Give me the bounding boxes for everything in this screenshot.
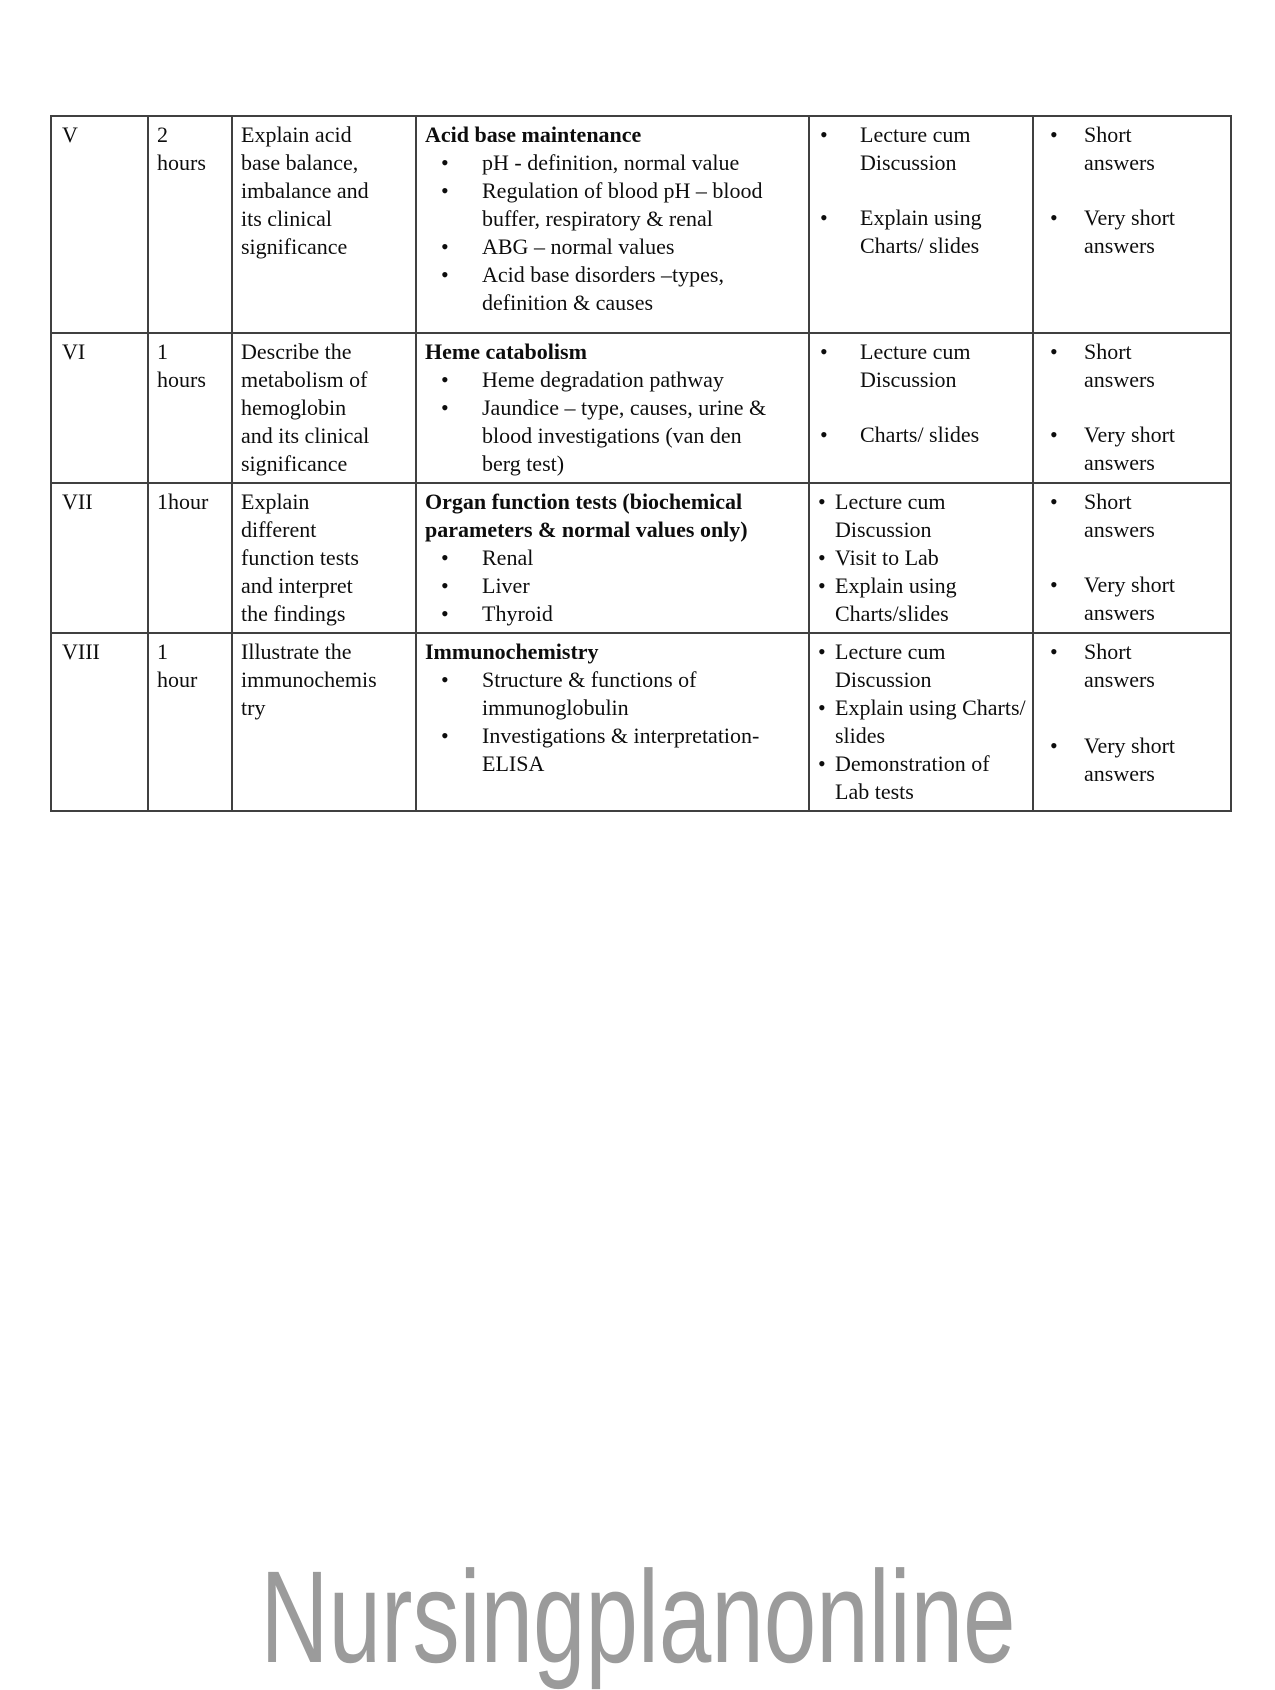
content-bullet-text: Liver	[482, 573, 530, 598]
content-bullet	[425, 394, 780, 478]
content-bullet	[425, 722, 780, 778]
content-bullet-text: Regulation of blood pH – blood buffer, respiratory & renal	[482, 178, 763, 231]
content-bullet-text: ABG – normal values	[482, 234, 675, 259]
teaching-bullet-text: Lecture cum Discussion	[835, 489, 946, 542]
assessment-cell	[1033, 483, 1231, 633]
assessment-cell	[1033, 633, 1231, 811]
assessment-bullet-text: Very short answers	[1084, 733, 1176, 786]
content-bullet	[425, 233, 780, 261]
table-row-unit-vii	[51, 483, 1231, 633]
teaching-bullet-text: Explain using Charts/ slides	[860, 205, 982, 258]
content-bullet	[425, 666, 780, 722]
assessment-bullet	[1042, 421, 1197, 477]
assessment-bullet-text: Short answers	[1084, 122, 1155, 175]
table-row-unit-v	[51, 116, 1231, 333]
objective-cell	[232, 333, 416, 483]
content-bullet	[425, 544, 780, 572]
content-cell	[416, 633, 809, 811]
hours-label: 1 hour	[157, 639, 198, 692]
content-bullet-text: pH - definition, normal value	[482, 150, 740, 175]
teaching-bullet	[818, 338, 1026, 394]
hours-label: 2 hours	[157, 122, 206, 175]
assessment-bullet-text: Very short answers	[1084, 572, 1176, 625]
content-bullet	[425, 149, 780, 177]
hours-cell	[148, 483, 232, 633]
assessment-cell	[1033, 333, 1231, 483]
unit-label: VII	[62, 489, 93, 514]
unit-label: VI	[62, 339, 86, 364]
teaching-cell	[809, 333, 1033, 483]
assessment-bullet-text: Short answers	[1084, 489, 1155, 542]
content-bullet-text: Heme degradation pathway	[482, 367, 724, 392]
teaching-cell	[809, 483, 1033, 633]
content-title: Acid base maintenance	[425, 122, 642, 147]
content-bullet	[425, 261, 780, 317]
content-cell	[416, 116, 809, 333]
teaching-bullet-text: Demonstration of Lab tests	[835, 751, 990, 804]
content-bullet	[425, 600, 780, 628]
assessment-bullet-text: Very short answers	[1084, 422, 1176, 475]
content-cell	[416, 483, 809, 633]
teaching-bullet	[818, 488, 1026, 544]
teaching-bullet-text: Lecture cum Discussion	[835, 639, 946, 692]
teaching-bullet	[818, 421, 1026, 449]
teaching-bullet	[818, 572, 1026, 628]
content-bullet	[425, 177, 780, 233]
table-row-unit-vi	[51, 333, 1231, 483]
teaching-bullet	[818, 694, 1026, 750]
unit-cell	[51, 116, 148, 333]
objective-text: Describe the metabolism of hemoglobin and its clinical significance	[241, 339, 370, 476]
assessment-bullet	[1042, 732, 1197, 788]
hours-cell	[148, 633, 232, 811]
content-bullet-text: Thyroid	[482, 601, 553, 626]
hours-cell	[148, 333, 232, 483]
hours-label: 1 hours	[157, 339, 206, 392]
unit-cell	[51, 483, 148, 633]
content-title: Organ function tests (biochemical parameters & normal values only)	[425, 489, 748, 542]
unit-label: VIII	[62, 639, 100, 664]
teaching-bullet	[818, 204, 1026, 260]
content-bullet-text: Investigations & interpretation- ELISA	[482, 723, 760, 776]
hours-label: 1hour	[157, 489, 209, 514]
content-bullet	[425, 572, 780, 600]
content-bullet-text: Acid base disorders –types, definition & causes	[482, 262, 724, 315]
objective-text: Explain acid base balance, imbalance and its clinical significance	[241, 122, 369, 259]
assessment-bullet	[1042, 571, 1197, 627]
assessment-bullet	[1042, 338, 1197, 394]
table-row-unit-viii	[51, 633, 1231, 811]
teaching-bullet	[818, 750, 1026, 806]
assessment-bullet	[1042, 204, 1197, 260]
teaching-bullet-text: Charts/ slides	[860, 422, 980, 447]
teaching-bullet	[818, 638, 1026, 694]
unit-cell	[51, 633, 148, 811]
assessment-bullet-text: Short answers	[1084, 339, 1155, 392]
teaching-cell	[809, 633, 1033, 811]
teaching-bullet	[818, 544, 1026, 572]
content-bullet-text: Renal	[482, 545, 534, 570]
objective-text: Explain different function tests and interpret the findings	[241, 489, 359, 626]
objective-cell	[232, 633, 416, 811]
content-bullet-text: Structure & functions of immunoglobulin	[482, 667, 697, 720]
assessment-bullet	[1042, 638, 1197, 694]
objective-cell	[232, 483, 416, 633]
teaching-bullet-text: Lecture cum Discussion	[860, 339, 971, 392]
assessment-bullet	[1042, 488, 1197, 544]
assessment-bullet-text: Short answers	[1084, 639, 1155, 692]
objective-cell	[232, 116, 416, 333]
teaching-bullet-text: Visit to Lab	[835, 545, 939, 570]
hours-cell	[148, 116, 232, 333]
assessment-bullet	[1042, 121, 1197, 177]
teaching-cell	[809, 116, 1033, 333]
teaching-bullet-text: Lecture cum Discussion	[860, 122, 971, 175]
objective-text: Illustrate the immunochemis try	[241, 639, 377, 720]
assessment-bullet-text: Very short answers	[1084, 205, 1176, 258]
course-plan-table	[50, 115, 1232, 812]
teaching-bullet	[818, 121, 1026, 177]
teaching-bullet-text: Explain using Charts/slides	[835, 573, 957, 626]
teaching-bullet-text: Explain using Charts/ slides	[835, 695, 1026, 748]
unit-cell	[51, 333, 148, 483]
content-bullet	[425, 366, 780, 394]
assessment-cell	[1033, 116, 1231, 333]
watermark: Nursingplanonline	[259, 1543, 1016, 1690]
unit-label: V	[62, 122, 78, 147]
content-title: Immunochemistry	[425, 639, 599, 664]
content-title: Heme catabolism	[425, 339, 587, 364]
content-bullet-text: Jaundice – type, causes, urine & blood investigations (van den berg test)	[482, 395, 767, 476]
content-cell	[416, 333, 809, 483]
